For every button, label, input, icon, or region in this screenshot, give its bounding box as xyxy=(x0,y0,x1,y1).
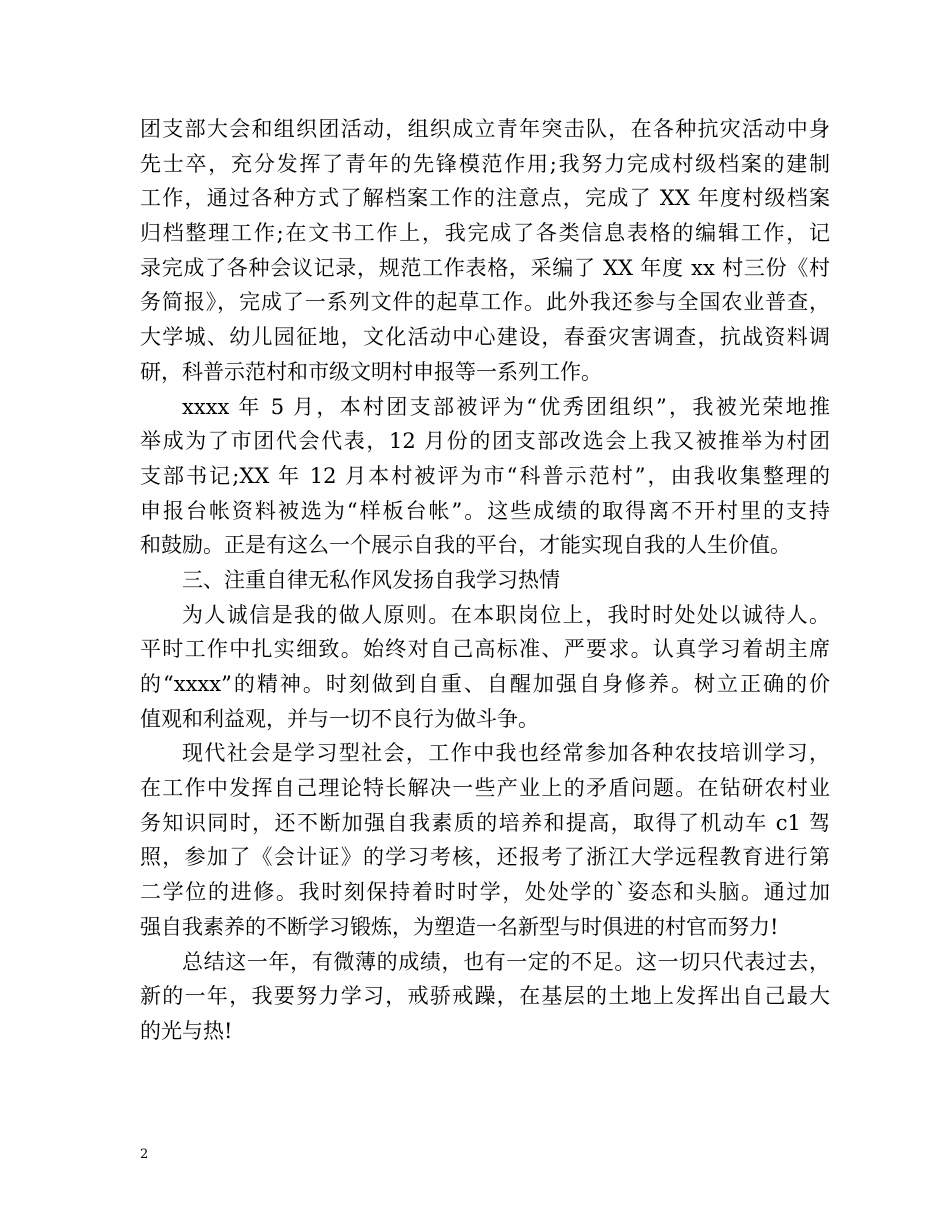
paragraph xyxy=(140,112,830,390)
text-line: 为人诚信是我的做人原则。在本职岗位上，我时时处处以诚待人。 xyxy=(182,602,830,627)
text-line: 务简报》，完成了一系列文件的起草工作。此外我还参与全国农业普查， xyxy=(140,290,830,315)
text-line: 强自我素养的不断学习锻炼，为塑造一名新型与时俱进的村官而努力! xyxy=(140,914,779,939)
text-line: 归档整理工作;在文书工作上，我完成了各类信息表格的编辑工作，记 xyxy=(140,221,830,246)
paragraph xyxy=(140,390,830,563)
text-line: 平时工作中扎实细致。始终对自己高标准、严要求。认真学习着胡主席 xyxy=(140,637,830,662)
paragraph xyxy=(140,736,830,944)
text-line: 工作，通过各种方式了解档案工作的注意点，完成了 XX 年度村级档案 xyxy=(140,186,830,211)
text-line: 新的一年，我要努力学习，戒骄戒躁，在基层的土地上发挥出自己最大 xyxy=(140,984,830,1009)
text-line: 和鼓励。正是有这么一个展示自我的平台，才能实现自我的人生价值。 xyxy=(140,533,791,558)
text-line: 举成为了市团代会代表，12 月份的团支部改选会上我又被推举为村团 xyxy=(140,429,830,454)
text-line: 在工作中发挥自己理论特长解决一些产业上的矛盾问题。在钻研农村业 xyxy=(140,776,830,801)
text-line: 研，科普示范村和市级文明村申报等一系列工作。 xyxy=(140,359,602,384)
text-line: 务知识同时，还不断加强自我素质的培养和提高，取得了机动车 c1 驾 xyxy=(140,810,830,835)
paragraph xyxy=(140,945,830,1049)
text-line: 大学城、幼儿园征地，文化活动中心建设，春蚕灾害调查，抗战资料调 xyxy=(140,325,830,350)
text-line: 录完成了各种会议记录，规范工作表格，采编了 XX 年度 xx 村三份《村 xyxy=(140,255,830,280)
text-line: 支部书记;XX 年 12 月本村被评为市“科普示范村”，由我收集整理的 xyxy=(140,463,830,488)
paragraph xyxy=(140,598,830,737)
page-number: 2 xyxy=(140,1147,149,1162)
text-line: 先士卒，充分发挥了青年的先锋模范作用;我努力完成村级档案的建制 xyxy=(140,151,830,176)
text-line: xxxx 年 5 月，本村团支部被评为“优秀团组织”，我被光荣地推 xyxy=(182,394,830,419)
text-line: 团支部大会和组织团活动，组织成立青年突击队，在各种抗灾活动中身 xyxy=(140,117,830,141)
text-line: 照，参加了《会计证》的学习考核，还报考了浙江大学远程教育进行第 xyxy=(140,845,830,870)
document-body xyxy=(140,112,830,1049)
text-line: 三、注重自律无私作风发扬自我学习热情 xyxy=(182,567,560,592)
text-line: 申报台帐资料被选为“样板台帐”。这些成绩的取得离不开村里的支持 xyxy=(140,498,830,523)
text-line: 的光与热! xyxy=(140,1018,233,1043)
text-line: 的“xxxx”的精神。时刻做到自重、自醒加强自身修养。树立正确的价 xyxy=(140,672,830,696)
text-line: 二学位的进修。我时刻保持着时时学，处处学的`姿态和头脑。通过加 xyxy=(140,880,830,905)
paragraph xyxy=(140,563,830,598)
text-line: 总结这一年，有微薄的成绩，也有一定的不足。这一切只代表过去， xyxy=(182,949,830,974)
text-line: 现代社会是学习型社会，工作中我也经常参加各种农技培训学习， xyxy=(182,741,830,766)
text-line: 值观和利益观，并与一切不良行为做斗争。 xyxy=(140,706,539,731)
